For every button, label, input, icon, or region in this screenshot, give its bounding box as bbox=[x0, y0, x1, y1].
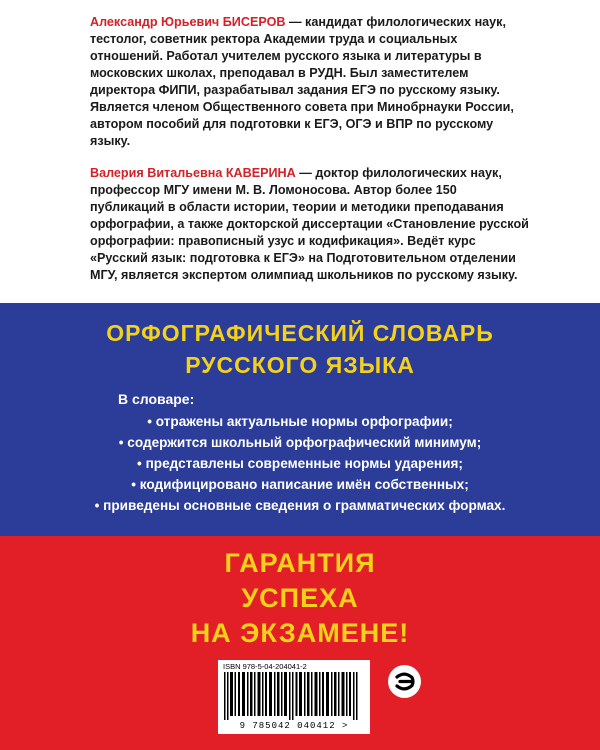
author-bios bbox=[0, 0, 600, 303]
feature-item: • содержится школьный орфографический минимум; bbox=[118, 435, 482, 450]
slogan bbox=[0, 546, 600, 651]
author-bio bbox=[90, 14, 530, 150]
book-title-line: ОРФОГРАФИЧЕСКИЙ СЛОВАРЬ bbox=[106, 320, 494, 346]
book-title bbox=[0, 317, 600, 381]
feature-item: • представлены современные нормы ударения; bbox=[137, 456, 463, 471]
author-name: Валерия Витальевна КАВЕРИНА bbox=[90, 166, 296, 180]
author-name: Александр Юрьевич БИСЕРОВ bbox=[90, 15, 286, 29]
slogan-band bbox=[0, 536, 600, 750]
slogan-line: НА ЭКЗАМЕНЕ! bbox=[190, 618, 410, 648]
ean-digits: 9 785042 040412 > bbox=[239, 721, 349, 731]
feature-item: • кодифицировано написание имён собственных; bbox=[131, 477, 469, 492]
features-band bbox=[0, 303, 600, 536]
isbn-text: ISBN 978-5-04-204041-2 bbox=[223, 662, 307, 671]
feature-item: • приведены основные сведения о грамматических формах. bbox=[94, 498, 506, 513]
feature-item: • отражены актуальные нормы орфографии; bbox=[147, 414, 453, 429]
author-bio bbox=[90, 165, 530, 284]
author-description: — доктор филологических наук, профессор МГУ имени М. В. Ломоносова. Автор более 150 публикаций в области истории, теории и методики преподавания орфографии, а также докторской диссертации «Становление русской орфографии: правописный узус и кодификация». Ведёт курс «Русский язык: подготовка к ЕГЭ» на Подготовительном отделении МГУ, является экспертом олимпиад школьников по русскому языку. bbox=[90, 166, 529, 282]
slogan-line: УСПЕХА bbox=[241, 583, 359, 613]
barcode-bars bbox=[222, 672, 366, 720]
slogan-line: ГАРАНТИЯ bbox=[224, 548, 376, 578]
author-description: — кандидат филологических наук, тестолог, советник ректора Академии труда и социальных отношений. Работал учителем русского языка и литературы в московских школах, преподавал в РУДН. Был заместителем директора ФИПИ, разрабатывал задания ЕГЭ по русскому языку. Является членом Общественного совета при Минобрнауки России, автором пособий для подготовки к ЕГЭ, ОГЭ и ВПР по русскому языку. bbox=[90, 15, 514, 148]
barcode bbox=[218, 660, 370, 734]
features-lead: В словаре: bbox=[118, 391, 195, 407]
eksmo-logo-icon bbox=[388, 665, 421, 698]
book-title-line: РУССКОГО ЯЗЫКА bbox=[185, 352, 415, 378]
features-list bbox=[0, 411, 600, 516]
